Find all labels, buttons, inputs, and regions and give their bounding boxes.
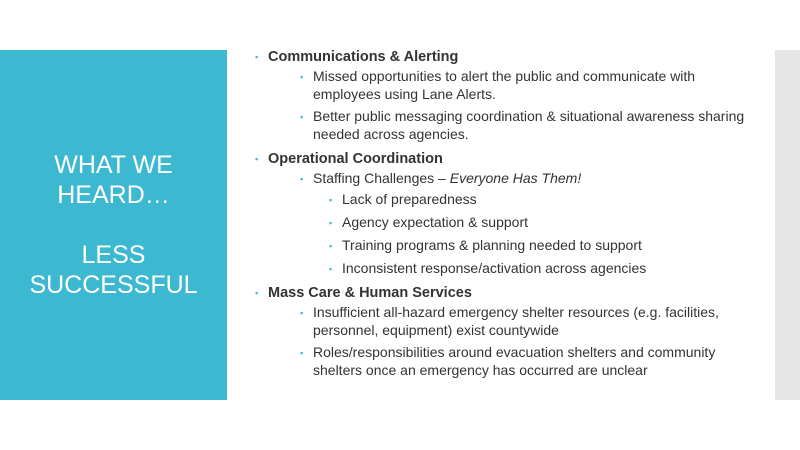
list-item xyxy=(300,304,765,340)
slide-subtitle-line-1: LESS xyxy=(81,241,146,269)
title-panel xyxy=(0,50,227,400)
section-communications xyxy=(255,48,765,144)
item-text: Better public messaging coordination & situational awareness sharing needed across agencies. xyxy=(313,108,745,142)
item-emphasis: Everyone Has Them! xyxy=(449,170,582,186)
bullet-icon: ▪ xyxy=(255,288,259,298)
section-heading: Mass Care & Human Services xyxy=(268,285,472,301)
bullet-icon: ▪ xyxy=(329,218,333,228)
item-list xyxy=(300,170,765,278)
bullet-icon: ▪ xyxy=(329,195,333,205)
bullet-icon: ▪ xyxy=(329,241,333,251)
bullet-icon: ▪ xyxy=(300,308,304,318)
section-heading: Operational Coordination xyxy=(268,151,443,167)
list-item xyxy=(300,170,765,278)
subitem-text: Lack of preparedness xyxy=(342,191,477,207)
bullet-icon: ▪ xyxy=(300,112,304,122)
slide-title-line-2: HEARD… xyxy=(57,181,170,209)
item-text: Missed opportunities to alert the public and communicate with employees using Lane Alerts. xyxy=(313,68,696,102)
subitem-text: Agency expectation & support xyxy=(342,214,529,230)
list-item xyxy=(300,108,765,144)
section-operational-coordination xyxy=(255,150,765,278)
sub-list-item xyxy=(329,237,765,255)
item-text: Roles/responsibilities around evacuation shelters and community shelters once an emergency has occurred are unclear xyxy=(313,344,716,378)
section-heading: Communications & Alerting xyxy=(268,49,459,65)
bullet-icon: ▪ xyxy=(255,154,259,164)
subitem-list xyxy=(329,191,765,278)
bullet-content xyxy=(255,48,765,386)
bullet-icon: ▪ xyxy=(300,72,304,82)
bullet-icon: ▪ xyxy=(255,52,259,62)
bullet-icon: ▪ xyxy=(300,174,304,184)
item-list xyxy=(300,68,765,144)
item-text: Insufficient all-hazard emergency shelter resources (e.g. facilities, personnel, equipment) exist countywide xyxy=(313,304,719,338)
subitem-text: Inconsistent response/activation across agencies xyxy=(342,260,647,276)
list-item xyxy=(300,344,765,380)
subitem-text: Training programs & planning needed to support xyxy=(342,237,642,253)
item-text: Staffing Challenges – xyxy=(313,170,450,186)
section-mass-care xyxy=(255,284,765,380)
item-list xyxy=(300,304,765,380)
bullet-icon: ▪ xyxy=(329,264,333,274)
side-strip xyxy=(775,50,800,400)
slide-subtitle-line-2: SUCCESSFUL xyxy=(29,271,198,299)
list-item xyxy=(300,68,765,104)
bullet-icon: ▪ xyxy=(300,348,304,358)
sub-list-item xyxy=(329,191,765,209)
sub-list-item xyxy=(329,260,765,278)
slide-title-line-1: WHAT WE xyxy=(54,151,173,179)
section-list xyxy=(255,48,765,380)
sub-list-item xyxy=(329,214,765,232)
